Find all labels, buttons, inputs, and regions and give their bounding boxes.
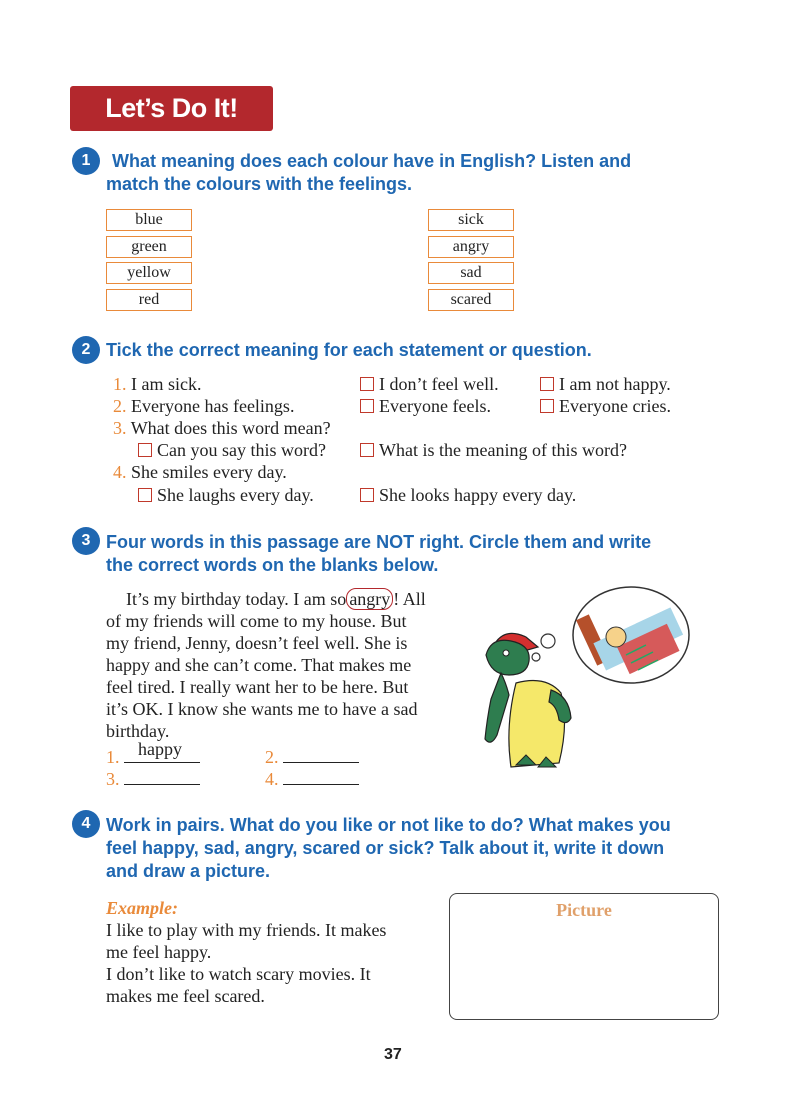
option-1a[interactable]	[360, 373, 499, 395]
answer-blank-3[interactable]	[106, 766, 200, 790]
option-2a[interactable]	[360, 395, 491, 417]
example-line: I don’t like to watch scary movies. It	[106, 964, 371, 984]
option-1b[interactable]	[540, 373, 671, 395]
answer-blank-4[interactable]	[265, 766, 359, 790]
question-1-text-line1: What meaning does each colour have in English? Listen and	[112, 151, 632, 171]
option-4b[interactable]	[360, 484, 576, 506]
question-number-1: 1	[72, 147, 100, 175]
dinosaur-thinking-illustration	[476, 585, 696, 775]
option-3b[interactable]	[360, 439, 627, 461]
blank-number: 4.	[265, 769, 279, 789]
option-4a[interactable]	[138, 484, 314, 506]
statement-text: What does this word mean?	[130, 418, 331, 438]
colour-word-box[interactable]: yellow	[106, 262, 192, 284]
item-number: 4.	[113, 462, 127, 482]
question-4-text-line2: feel happy, sad, angry, scared or sick? Talk about it, write it down	[106, 838, 665, 858]
passage-line: happy and she can’t come. That makes me	[106, 655, 412, 675]
statement-text: She smiles every day.	[131, 462, 287, 482]
thought-dot-large	[541, 634, 555, 648]
passage-line: it’s OK. I know she wants me to have a sad	[106, 699, 418, 719]
passage-line: my friend, Jenny, doesn’t feel well. She is	[106, 633, 408, 653]
section-banner: Let’s Do It!	[70, 86, 273, 131]
example-label: Example:	[106, 898, 178, 918]
option-2b[interactable]	[540, 395, 671, 417]
option-text: I don’t feel well.	[379, 374, 499, 394]
statement-4	[113, 461, 287, 483]
checkbox[interactable]	[360, 399, 374, 413]
passage-line: feel tired. I really want her to be here. But	[106, 677, 409, 697]
question-2-text: Tick the correct meaning for each statement or question.	[106, 340, 592, 360]
feeling-word-box[interactable]: sad	[428, 262, 514, 284]
blank-number: 3.	[106, 769, 120, 789]
example-text	[106, 919, 386, 1007]
example-line: me feel happy.	[106, 942, 212, 962]
colour-word-box[interactable]: green	[106, 236, 192, 258]
picture-drawing-box[interactable]	[449, 893, 719, 1020]
checkbox[interactable]	[360, 377, 374, 391]
statement-text: I am sick.	[131, 374, 202, 394]
passage-text: ! All	[393, 589, 426, 609]
answer-blank-2[interactable]	[265, 744, 359, 768]
answer-blank-1[interactable]	[106, 739, 200, 768]
thought-dot-small	[532, 653, 540, 661]
checkbox[interactable]	[540, 377, 554, 391]
blank-answer: happy	[138, 739, 182, 759]
statement-1	[113, 373, 201, 395]
option-text: She looks happy every day.	[379, 485, 577, 505]
circled-word[interactable]: angry	[346, 588, 393, 610]
passage-line: of my friends will come to my house. But	[106, 611, 407, 631]
passage	[106, 588, 456, 742]
passage-line: birthday.	[106, 721, 170, 741]
option-text: Everyone feels.	[379, 396, 491, 416]
statement-3	[113, 417, 331, 439]
question-number-4: 4	[72, 810, 100, 838]
item-number: 3.	[113, 418, 127, 438]
option-3a[interactable]	[138, 439, 326, 461]
page-number: 37	[384, 1046, 402, 1063]
blank-number: 2.	[265, 747, 279, 767]
blank-number: 1.	[106, 747, 120, 767]
checkbox[interactable]	[360, 443, 374, 457]
question-3-text-line1: Four words in this passage are NOT right. Circle them and write	[106, 532, 652, 552]
checkbox[interactable]	[138, 488, 152, 502]
question-number-3: 3	[72, 527, 100, 555]
checkbox[interactable]	[360, 488, 374, 502]
question-1-text-line2: match the colours with the feelings.	[106, 174, 413, 194]
option-text: Everyone cries.	[559, 396, 671, 416]
option-text: She laughs every day.	[157, 485, 314, 505]
statement-text: Everyone has feelings.	[131, 396, 295, 416]
checkbox[interactable]	[138, 443, 152, 457]
colour-word-box[interactable]: red	[106, 289, 192, 311]
picture-label: Picture	[556, 900, 612, 920]
statement-2	[113, 395, 294, 417]
feeling-word-box[interactable]: angry	[428, 236, 514, 258]
option-text: Can you say this word?	[157, 440, 326, 460]
item-number: 2.	[113, 396, 127, 416]
feeling-word-box[interactable]: scared	[428, 289, 514, 311]
dinosaur-character	[485, 633, 571, 767]
option-text: I am not happy.	[559, 374, 671, 394]
checkbox[interactable]	[540, 399, 554, 413]
feeling-word-box[interactable]: sick	[428, 209, 514, 231]
passage-text: It’s my birthday today. I am so	[126, 589, 347, 609]
question-number-2: 2	[72, 336, 100, 364]
item-number: 1.	[113, 374, 127, 394]
question-4-text-line3: and draw a picture.	[106, 861, 271, 881]
example-line: makes me feel scared.	[106, 986, 265, 1006]
question-3-text-line2: the correct words on the blanks below.	[106, 555, 439, 575]
option-text: What is the meaning of this word?	[379, 440, 627, 460]
question-4-text-line1: Work in pairs. What do you like or not like to do? What makes you	[106, 815, 671, 835]
example-line: I like to play with my friends. It makes	[106, 920, 387, 940]
colour-word-box[interactable]: blue	[106, 209, 192, 231]
